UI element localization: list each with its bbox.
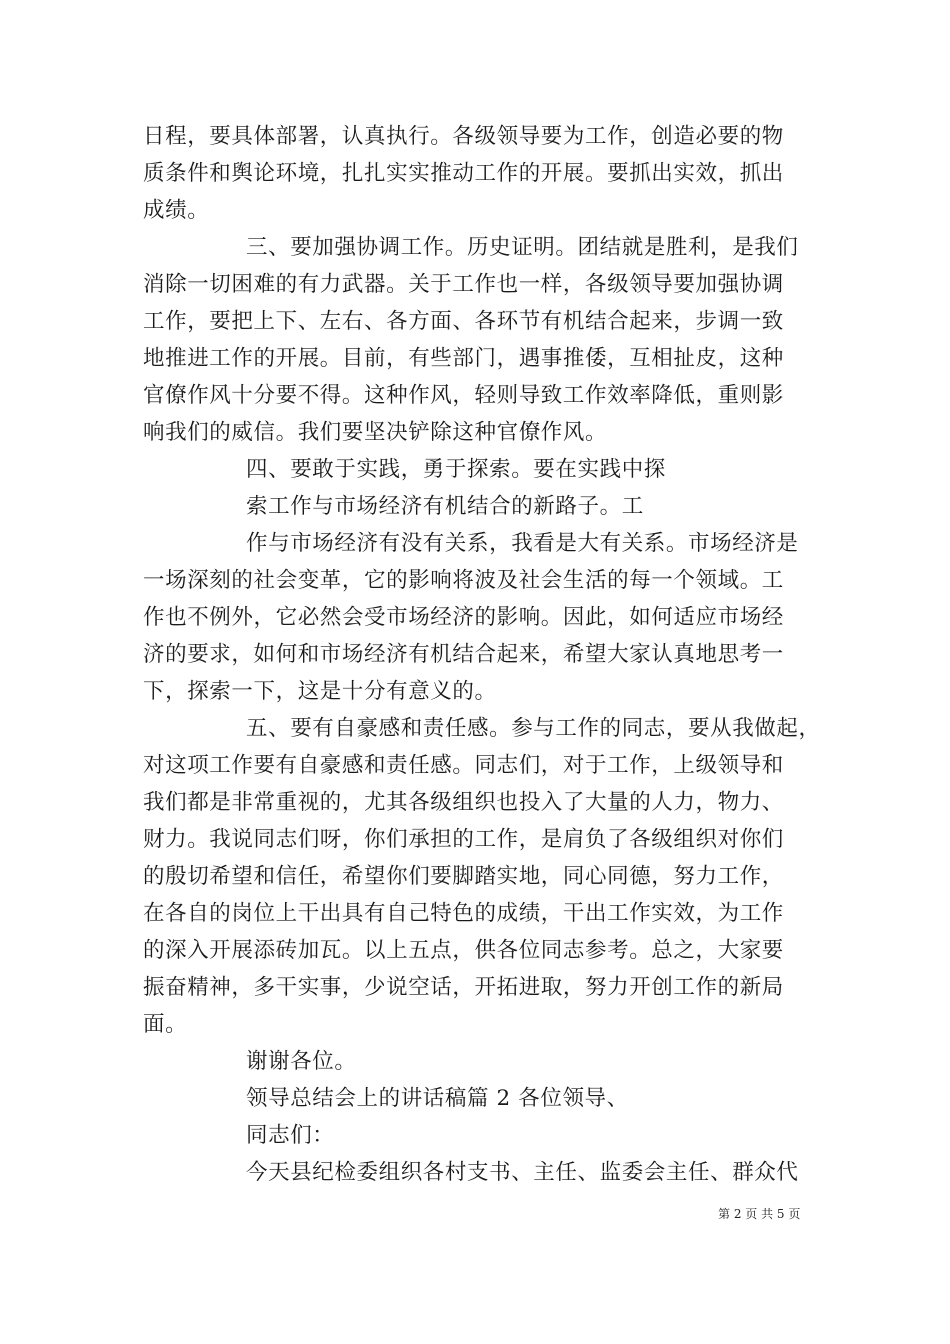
text-line: 财力。我说同志们呀，你们承担的工作，是肩负了各级组织对你们	[143, 827, 784, 852]
text-line: 工作，要把上下、左右、各方面、各环节有机结合起来，步调一致	[143, 309, 784, 334]
text-line: 消除一切困难的有力武器。关于工作也一样，各级领导要加强协调	[143, 272, 784, 297]
text-line: 我们都是非常重视的，尤其各级组织也投入了大量的人力，物力、	[143, 790, 784, 815]
text-line: 的深入开展添砖加瓦。以上五点，供各位同志参考。总之，大家要	[143, 938, 784, 963]
text-line: 响我们的威信。我们要坚决铲除这种官僚作风。	[143, 420, 608, 445]
section-heading-5: 五、要有自豪感和责任感。参与工作的同志，要从我做起，	[246, 716, 821, 741]
text-line: 今天县纪检委组织各村支书、主任、监委会主任、群众代	[246, 1160, 799, 1185]
text-line: 作与市场经济有没有关系，我看是大有关系。市场经济是	[246, 531, 799, 556]
text-line: 济的要求，如何和市场经济有机结合起来，希望大家认真地思考一	[143, 642, 784, 667]
page-number-footer: 第 2 页 共 5 页	[718, 1207, 801, 1221]
closing-thanks: 谢谢各位。	[246, 1049, 357, 1074]
text-line: 成绩。	[143, 198, 210, 223]
salutation: 同志们：	[246, 1123, 335, 1148]
text-line: 一场深刻的社会变革，它的影响将波及社会生活的每一个领域。工	[143, 568, 784, 593]
text-line: 作也不例外，它必然会受市场经济的影响。因此，如何适应市场经	[143, 605, 784, 630]
text-line: 质条件和舆论环境，扎扎实实推动工作的开展。要抓出实效，抓出	[143, 161, 784, 186]
section-heading-4: 四、要敢于实践，勇于探索。要在实践中探	[246, 457, 666, 482]
text-line: 在各自的岗位上干出具有自己特色的成绩，干出工作实效，为工作	[143, 901, 784, 926]
text-line: 官僚作风十分要不得。这种作风，轻则导致工作效率降低，重则影	[143, 383, 784, 408]
text-line: 地推进工作的开展。目前，有些部门，遇事推倭，互相扯皮，这种	[143, 346, 784, 371]
text-line: 日程，要具体部署，认真执行。各级领导要为工作，创造必要的物	[143, 124, 784, 149]
text-line: 索工作与市场经济有机结合的新路子。工	[246, 494, 644, 519]
text-line: 的殷切希望和信任，希望你们要脚踏实地，同心同德，努力工作，	[143, 864, 784, 889]
text-line: 下，探索一下，这是十分有意义的。	[143, 679, 497, 704]
section-heading-3: 三、要加强协调工作。历史证明。团结就是胜利，是我们	[246, 235, 799, 260]
text-line: 对这项工作要有自豪感和责任感。同志们，对于工作，上级领导和	[143, 753, 784, 778]
text-line: 振奋精神，多干实事，少说空话，开拓进取，努力开创工作的新局	[143, 975, 784, 1000]
new-section-title: 领导总结会上的讲话稿篇 2 各位领导、	[246, 1086, 629, 1111]
text-line: 面。	[143, 1012, 188, 1037]
